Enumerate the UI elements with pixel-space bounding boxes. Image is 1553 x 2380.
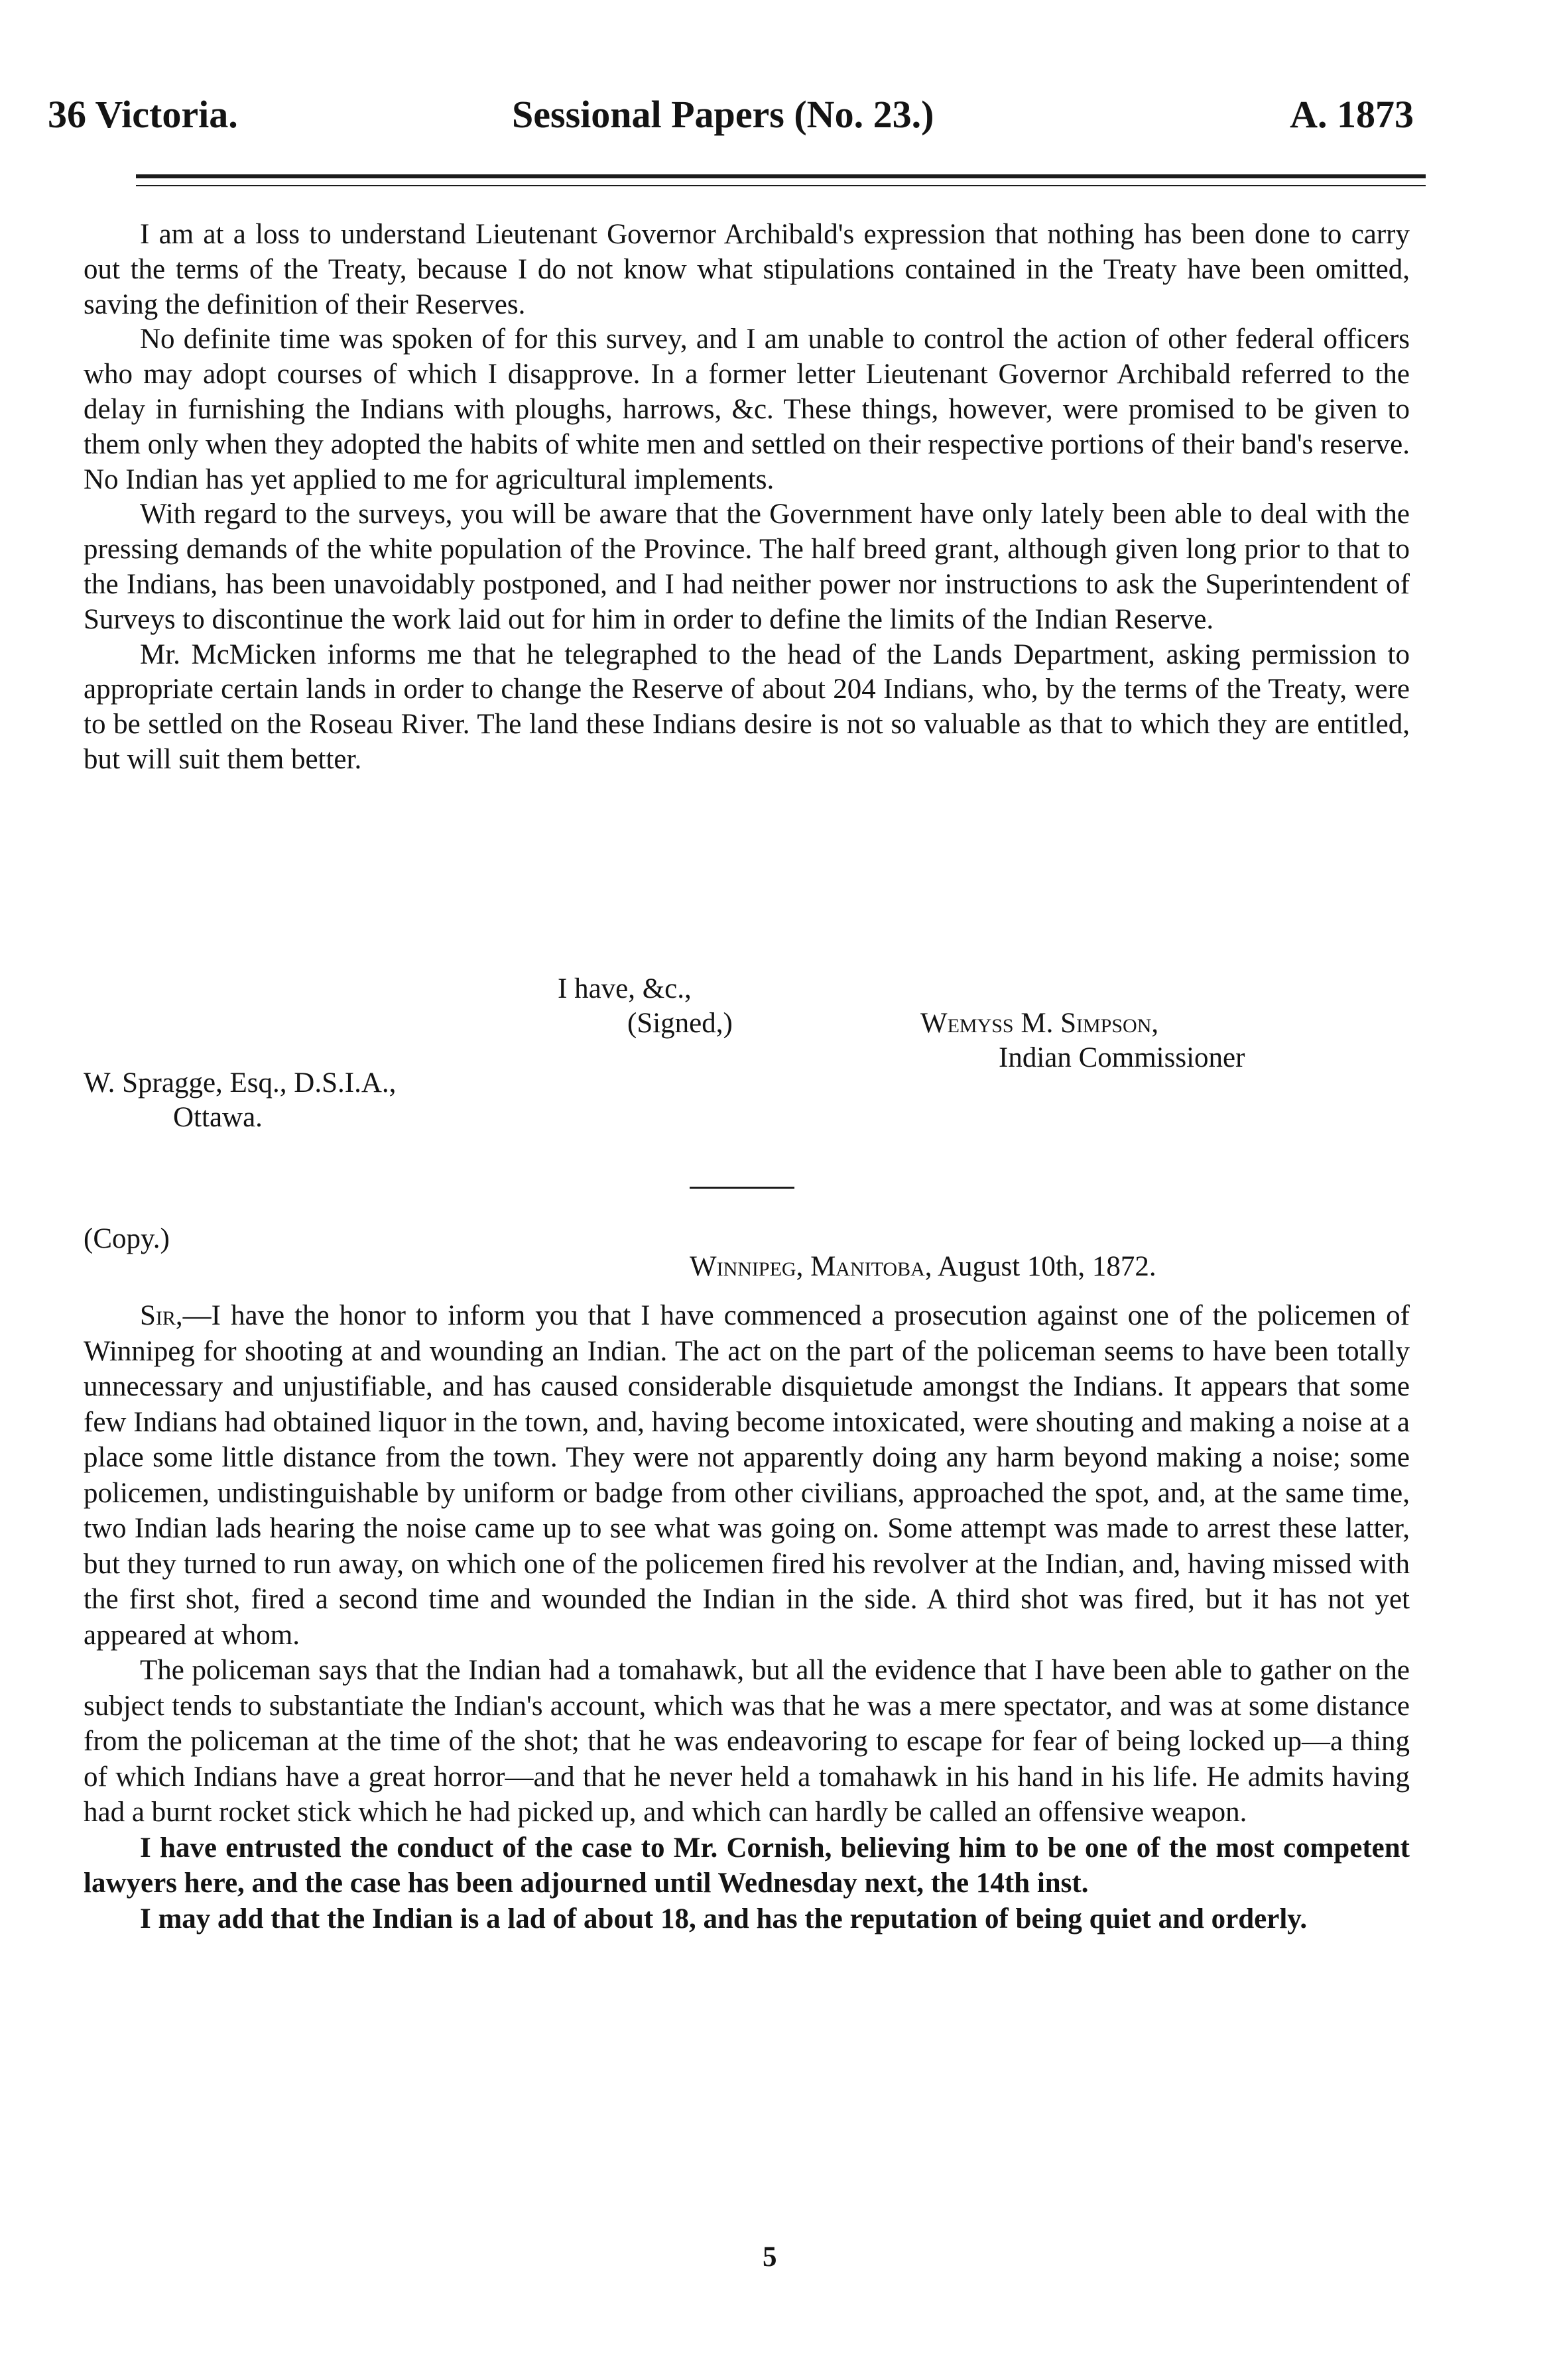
page-number: 5 — [763, 2241, 777, 2273]
letter-one-body — [84, 217, 1410, 778]
copy-label: (Copy.) — [84, 1223, 170, 1254]
paragraph — [84, 1298, 1410, 1653]
paragraph: With regard to the surveys, you will be aware that the Government have only lately been able to deal with the pressing demands of the white population of the Province. The half breed grant, although given long prior to that to the Indians, has been unavoidably postponed, and I had neither power nor instructions to ask the Superintendent of Surveys to discontinue the work laid out for him in order to define the limits of the Indian Reserve. — [84, 499, 1410, 635]
paragraph: No definite time was spoken of for this survey, and I am unable to control the action of other federal officers who may adopt courses of which I disapprove. In a former letter Lieutenant Governor Archibald referred to the delay in furnishing the Indians with ploughs, harrows, &c. These things, however, were promised to be given to them only when they adopted the habits of white men and settled on their respective portions of their band's reserve. No Indian has yet applied to me for agricultural implements. — [84, 324, 1410, 495]
paragraph: I am at a loss to understand Lieutenant Governor Archibald's expression that nothing has been done to carry out the terms of the Treaty, because I do not know what stipulations contained in the Treaty have been omitted, saving the definition of their Reserves. — [84, 219, 1410, 320]
dateline-date: August 10th, 1872. — [937, 1251, 1156, 1282]
header-year: A. 1873 — [1290, 93, 1414, 136]
signatory-title: Indian Commissioner — [999, 1042, 1245, 1073]
addressee-place: Ottawa. — [173, 1102, 263, 1133]
letter-one-closing — [84, 972, 1410, 1131]
header-rule-thin — [136, 185, 1426, 186]
paragraph: I may add that the Indian is a lad of about 18, and has the reputation of being quiet and orderly. — [140, 1903, 1308, 1934]
letter-two-body — [84, 1298, 1410, 1936]
salutation: Sir, — [140, 1300, 183, 1331]
closing-line: I have, &c., — [558, 973, 692, 1004]
header-series: Sessional Papers (No. 23.) — [512, 93, 934, 136]
paragraph: I have entrusted the conduct of the case to Mr. Cornish, believing him to be one of the most competent lawyers here, and the case has been adjourned until Wednesday next, the 14th inst. — [84, 1832, 1410, 1899]
header-rule-thick — [136, 174, 1426, 178]
running-header — [48, 91, 1414, 138]
paragraph: Mr. McMicken informs me that he telegraphed to the head of the Lands Department, asking permission to appropriate certain lands in order to change the Reserve of about 204 Indians, who, by the terms of the Treaty, were to be settled on the Roseau River. The land these Indians desire is not so valuable as that to which they are entitled, but will suit them better. — [84, 638, 1410, 775]
addressee-name: W. Spragge, Esq., D.S.I.A., — [84, 1067, 397, 1099]
paragraph: The policeman says that the Indian had a tomahawk, but all the evidence that I have been able to gather on the subject tends to substantiate the Indian's account, which was that he was a mere spectator, and was at some distance from the policeman at the time of the shot; that he was endeavoring to escape for fear of being locked up—a thing of which Indians have a great horror—and that he never held a tomahawk in his hand in his life. He admits having had a burnt rocket stick which he had picked up, and which can hardly be called an offensive weapon. — [84, 1655, 1410, 1828]
dateline — [690, 1250, 1156, 1285]
paragraph-text: —I have the honor to inform you that I have commenced a prosecution against one of the policemen of Winnipeg for shooting at and wounding an Indian. The act on the part of the policeman seems to have been totally unnecessary and unjustifiable, and has caused considerable disquietude amongst the Indians. It appears that some few Indians had obtained liquor in the town, and, having become intoxicated, were shouting and making a noise at a place some little distance from the town. They were not apparently doing any harm beyond making a noise; some policemen, undistinguishable by uniform or badge from other civilians, approached the spot, and, at the same time, two Indian lads hearing the noise came up to see what was going on. Some attempt was made to arrest these latter, but they turned to run away, on which one of the policemen fired his revolver at the Indian, and, having missed with the first shot, fired a second time and wounded the Indian in the side. A third shot was fired, but it has not yet appeared at whom. — [84, 1300, 1410, 1651]
dateline-place: Winnipeg, Manitoba, — [690, 1251, 932, 1282]
section-divider — [690, 1187, 794, 1189]
signatory-name: Wemyss M. Simpson, — [920, 1008, 1159, 1039]
header-volume: 36 Victoria. — [48, 93, 238, 136]
signed-label: (Signed,) — [627, 1008, 733, 1039]
